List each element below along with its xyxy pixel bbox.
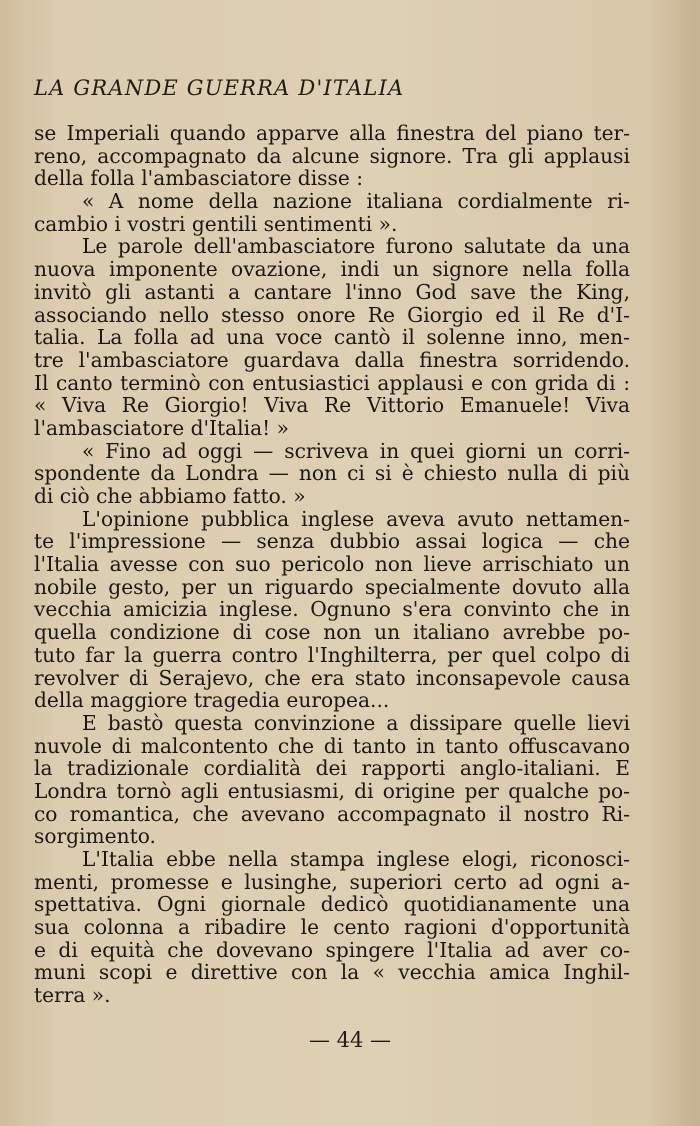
text-line: nobile gesto, per un riguardo specialmente dovuto alla <box>34 574 630 599</box>
text-line: vecchia amicizia inglese. Ognuno s'era convinto che in <box>34 597 630 622</box>
text-line: nuvole di malcontento che di tanto in tanto offuscavano <box>34 733 630 758</box>
page-number: — 44 — <box>308 1028 392 1052</box>
text-line: muni scopi e direttive con la « vecchia amica Inghil- <box>34 960 630 985</box>
text-line: Londra tornò agli entusiasmi, di origine per qualche po- <box>34 778 630 803</box>
text-line: associando nello stesso onore Re Giorgio ed il Re d'I- <box>34 302 630 327</box>
text-line: reno, accompagnato da alcune signore. Tra gli applausi <box>34 143 630 168</box>
text-line: L'opinione pubblica inglese aveva avuto nettamen- <box>82 506 630 531</box>
text-line: spondente da Londra — non ci si è chiesto nulla di più <box>34 461 630 486</box>
text-line: terra ». <box>34 983 111 1008</box>
text-line: Le parole dell'ambasciatore furono salutate da una <box>82 234 630 259</box>
text-line: invitò gli astanti a cantare l'inno God save the King, <box>34 279 630 304</box>
text-line: menti, promesse e lusinghe, superiori certo ad ogni a- <box>34 869 630 894</box>
text-line: della maggiore tragedia europea... <box>34 688 390 713</box>
text-line: spettativa. Ogni giornale dedicò quotidianamente una <box>34 892 630 917</box>
text-line: « A nome della nazione italiana cordialmente ri- <box>82 189 630 214</box>
text-line: E bastò questa convinzione a dissipare quelle lievi <box>82 710 630 735</box>
text-line: cambio i vostri gentili sentimenti ». <box>34 211 398 236</box>
text-line: L'Italia ebbe nella stampa inglese elogi, riconosci- <box>82 847 630 871</box>
text-line: tuto far la guerra contro l'Inghilterra, per quel colpo di <box>34 642 630 667</box>
text-line: sorgimento. <box>34 824 156 849</box>
text-line: l'ambasciatore d'Italia! » <box>34 415 290 440</box>
text-line: « Fino ad oggi — scriveva in quei giorni un corri- <box>82 438 630 463</box>
text-line: tre l'ambasciatore guardava dalla finestra sorridendo. <box>34 347 630 372</box>
text-line: sua colonna a ribadire le cento ragioni d'opportunità <box>34 915 630 940</box>
text-line: se Imperiali quando apparve alla finestra del piano ter- <box>34 121 630 145</box>
text-line: talia. La folla ad una voce cantò il solenne inno, men- <box>34 325 630 350</box>
running-title: LA GRANDE GUERRA D'ITALIA <box>34 76 405 100</box>
text-line: « Viva Re Giorgio! Viva Re Vittorio Emanuele! Viva <box>34 393 630 418</box>
text-line: quella condizione di cose non un italiano avrebbe po- <box>34 620 630 645</box>
text-line: la tradizionale cordialità dei rapporti anglo-italiani. E <box>34 756 630 781</box>
text-line: co romantica, che avevano accompagnato il nostro Ri- <box>34 801 630 826</box>
text-line: te l'impressione — senza dubbio assai logica — che <box>34 529 630 554</box>
text-line: Il canto terminò con entusiastici applausi e con grida di : <box>34 370 630 395</box>
text-line: nuova imponente ovazione, indi un signore nella folla <box>34 257 630 282</box>
text-line: e di equità che dovevano spingere l'Italia ad aver co- <box>34 937 630 962</box>
text-line: di ciò che abbiamo fatto. » <box>34 484 306 508</box>
text-line: revolver di Serajevo, che era stato inconsapevole causa <box>34 665 630 690</box>
text-line: l'Italia avesse con suo pericolo non lieve arrischiato un <box>34 552 630 577</box>
text-line: della folla l'ambasciatore disse : <box>34 166 364 191</box>
body-text <box>34 122 630 1007</box>
